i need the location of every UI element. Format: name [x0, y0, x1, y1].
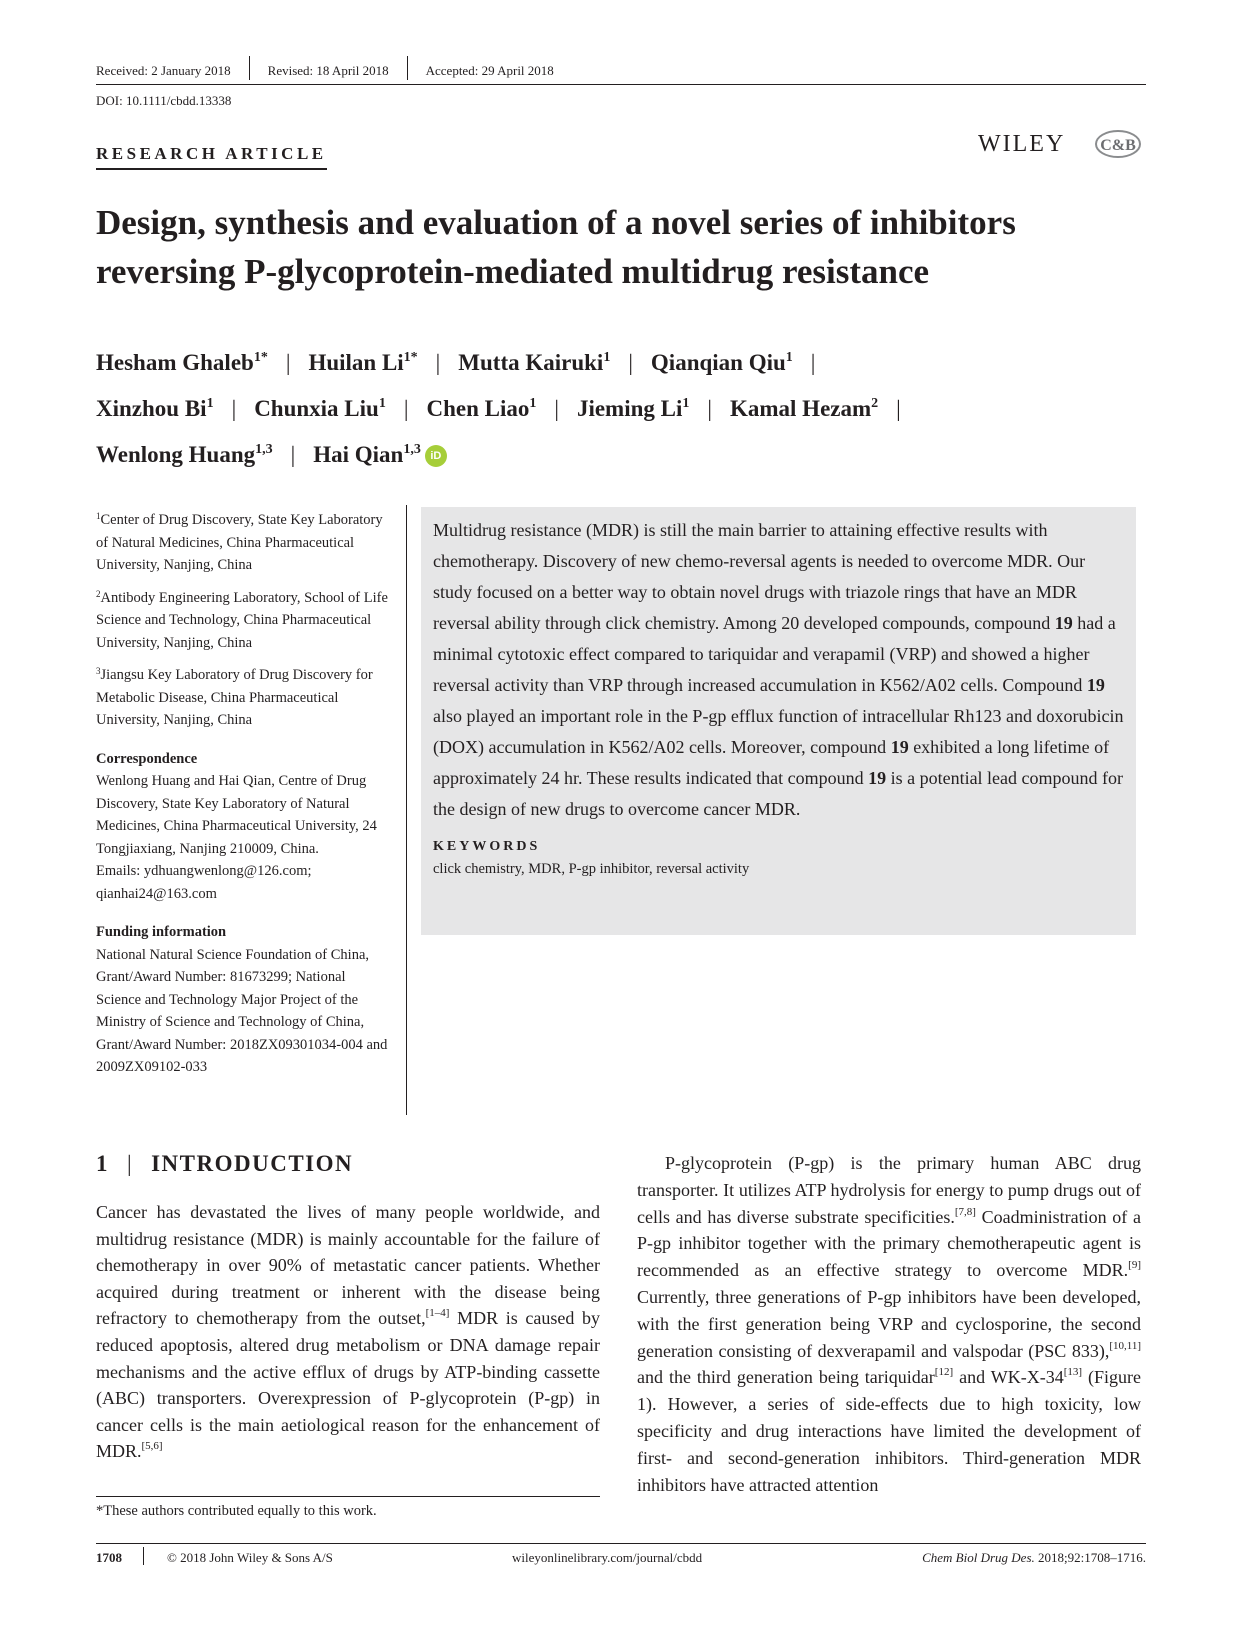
abstract-text: Multidrug resistance (MDR) is still the main barrier to attaining effective results with chemotherapy. Discovery of new chemo-reversal agents is needed to overcome MDR. Our study focused on a better way to obtain novel drugs with triazole rings that have an MDR reversal ability through click chemistry. Among 20 developed compounds, compound 19 had a minimal cytotoxic effect compared to tariquidar and verapamil (VRP) and showed a higher reversal activity than VRP through increased accumulation in K562/A02 cells. Compound 19 also played an important role in the P-gp efflux function of intracellular Rh123 and doxorubicin (DOX) accumulation in K562/A02 cells. Moreover, compound 19 exhibited a long lifetime of approximately 24 hr. These results indicated that compound 19 is a potential lead compound for the design of new drugs to overcome cancer MDR.	[433, 520, 1124, 819]
journal-logo-icon	[1093, 128, 1143, 164]
doi[interactable]: DOI: 10.1111/cbdd.13338	[96, 93, 232, 108]
article-type: RESEARCH ARTICLE	[96, 144, 327, 170]
keywords-heading: KEYWORDS	[433, 839, 541, 854]
funding-text: National Natural Science Foundation of China, Grant/Award Number: 81673299; National Science and Technology Major Project of the Ministry of Science and Technology of China, Grant/Award Number: 2018ZX09301034-004 and 2009ZX09102-033	[96, 946, 388, 1075]
author[interactable]: Chunxia Liu$^1$	[254, 396, 386, 421]
keywords: click chemistry, MDR, P-gp inhibitor, reversal activity	[433, 861, 750, 877]
correspondence-text: Wenlong Huang and Hai Qian, Centre of Drug Discovery, State Key Laboratory of Natural Medicines, China Pharmaceutical University, 24 Tongjiaxiang, Nanjing 210009, China.	[96, 773, 377, 857]
intro-right-column	[637, 1150, 1141, 1498]
affiliation: $^2$Antibody Engineering Laboratory, School of Life Science and Technology, China Pharmaceutical University, Nanjing, China	[96, 588, 388, 651]
copyright: © 2018 John Wiley & Sons A/S	[167, 1550, 333, 1565]
author[interactable]: Wenlong Huang$^{1,3}$	[96, 442, 273, 467]
publisher-logo: WILEY	[978, 131, 1066, 157]
divider	[143, 1547, 144, 1565]
citation-link[interactable]: [13]	[1063, 1366, 1083, 1379]
journal-citation: Chem Biol Drug Des. 2018;92:1708–1716.	[922, 1550, 1146, 1565]
correspondence-emails[interactable]: Emails: ydhuangwenlong@126.com; qianhai24@163.com	[96, 863, 312, 902]
citation-link[interactable]: [9]	[1128, 1259, 1141, 1272]
divider	[407, 56, 408, 80]
author[interactable]: Jieming Li$^1$	[576, 396, 690, 421]
journal-url[interactable]: wileyonlinelibrary.com/journal/cbdd	[512, 1550, 703, 1565]
orcid-icon[interactable]: iD	[425, 445, 447, 467]
author[interactable]: Xinzhou Bi$^1$	[96, 396, 214, 421]
author-list	[96, 337, 1156, 475]
affiliation: $^1$Center of Drug Discovery, State Key Laboratory of Natural Medicines, China Pharmaceutical University, Nanjing, China	[96, 511, 383, 573]
paragraph: Cancer has devastated the lives of many people worldwide, and multidrug resistance (MDR) is mainly accountable for the failure of chemotherapy in over 90% of metastatic cancer patients. Whether acquired during treatment or inherent with the disease being refractory to chemotherapy from the outset,[1–4] MDR is caused by reduced apoptosis, altered drug metabolism or DNA damage repair mechanisms and the active efflux of drugs by ATP-binding cassette (ABC) transporters. Overexpression of P-glycoprotein (P-gp) in cancer cells is the main aetiological reason for the enhancement of MDR.[5,6]	[96, 1202, 601, 1462]
citation-link[interactable]: [12]	[934, 1366, 954, 1379]
author[interactable]: Qianqian Qiu$^1$	[650, 350, 793, 375]
page-number: 1708	[96, 1550, 122, 1565]
author[interactable]: Huilan $Li^{1*}$	[308, 350, 418, 375]
citation-link[interactable]: [10,11]	[1109, 1339, 1141, 1352]
section-heading: 1 | INTRODUCTION	[96, 1151, 354, 1176]
article-title: Design, synthesis and evaluation of a novel series of inhibitors reversing P-glycoprotein-mediated multidrug resistance	[96, 203, 1016, 291]
author[interactable]: Hesham Ghaleb$^{1*}$	[96, 350, 268, 375]
author[interactable]: Hai Qian$^{1,3}$	[313, 442, 421, 467]
divider	[249, 56, 250, 80]
citation-link[interactable]: [5,6]	[141, 1440, 163, 1453]
author-row: Hesham Ghaleb$^{1*}$ | Huilan $Li^{1*}$ | Mutta Kairuki$^1$ | Qianqian Qiu$^1$ |	[96, 350, 816, 375]
sidebar	[96, 505, 388, 1079]
received-date: Received: 2 January 2018	[96, 62, 231, 78]
author-row: Xinzhou Bi$^1$ | Chunxia Liu$^1$ | Chen Liao$^1$ | Jieming Li$^1$ | Kamal Hezam$^2$ |	[96, 396, 901, 421]
footer-rule	[96, 1543, 1146, 1544]
abstract-box	[421, 507, 1136, 935]
author[interactable]: Mutta Kairuki$^1$	[458, 350, 611, 375]
citation-link[interactable]: [1–4]	[425, 1307, 450, 1320]
citation-link[interactable]: [7,8]	[954, 1205, 976, 1218]
journal-logo-text: C&B	[1100, 137, 1136, 154]
correspondence-heading: Correspondence	[96, 750, 198, 767]
intro-left-column	[96, 1199, 600, 1465]
received-dates	[96, 60, 554, 84]
author-row: Wenlong Huang$^{1,3}$ | Hai Qian$^{1,3}$ iD	[96, 429, 1156, 475]
funding-heading: Funding information	[96, 924, 227, 940]
revised-date: Revised: 18 April 2018	[267, 62, 389, 78]
affiliation: $^3$Jiangsu Key Laboratory of Drug Discovery for Metabolic Disease, China Pharmaceutical University, Nanjing, China	[96, 666, 373, 728]
author[interactable]: Chen Liao$^1$	[426, 396, 537, 421]
paragraph: P-glycoprotein (P-gp) is the primary human ABC drug transporter. It utilizes ATP hydrolysis for energy to pump drugs out of cells and has diverse substrate specificities.[7,8] Coadministration of a P-gp inhibitor together with the primary chemotherapeutic agent is recommended as an effective strategy to overcome MDR.[9] Currently, three generations of P-gp inhibitors have been developed, with the first generation being VRP and cyclosporine, the second generation consisting of dexverapamil and valspodar (PSC 833),[10,11] and the third generation being tariquidar[12] and WK-X-34[13] (Figure 1). However, a series of side-effects due to high toxicity, low specificity and drug interactions have limited the development of first- and second-generation inhibitors. Third-generation MDR inhibitors have attracted attention	[637, 1153, 1141, 1495]
column-divider	[406, 505, 407, 1115]
author[interactable]: Kamal Hezam$^2$	[729, 396, 879, 421]
header-rule	[96, 84, 1146, 85]
footnote: *These authors contributed equally to this work.	[96, 1503, 377, 1519]
footnote-rule	[96, 1496, 600, 1497]
accepted-date: Accepted: 29 April 2018	[425, 62, 554, 78]
